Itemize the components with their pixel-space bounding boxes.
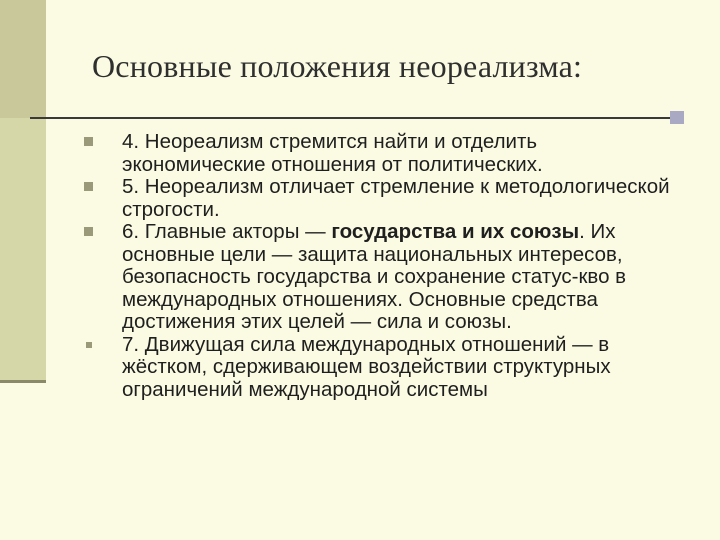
- title-divider: [30, 117, 670, 119]
- bullet-text: 7. Движущая сила международных отношений — в жёстком, сдерживающем воздействии структурных ограничений международной системы: [122, 332, 611, 401]
- bullet-text-before: 6. Главные акторы —: [122, 220, 332, 243]
- square-bullet-icon: [84, 182, 93, 191]
- title-divider-accent: [670, 111, 684, 124]
- square-bullet-icon: [84, 227, 93, 236]
- bullet-text: 4. Неореализм стремится найти и отделить экономические отношения от политических.: [122, 130, 543, 176]
- bullet-item-7: [84, 334, 684, 402]
- slide-title: Основные положения неореализма:: [92, 48, 583, 84]
- bullet-list: [84, 131, 684, 401]
- square-bullet-icon: [84, 137, 93, 146]
- bullet-item-4: [84, 131, 684, 176]
- bullet-text-after: . Их основные цели — защита национальных интересов, безопасность государства и сохранение статус-кво в международных отношениях. Основные средства достижения этих целей — сила и союзы.: [122, 220, 627, 333]
- bullet-item-5: [84, 176, 684, 221]
- left-decor-band-bottom: [0, 118, 46, 382]
- left-decor-band-top: [0, 0, 46, 118]
- bullet-item-6: [84, 221, 684, 334]
- bullet-text-bold: государства и их союзы: [331, 220, 580, 243]
- bullet-text: 5. Неореализм отличает стремление к методологической строгости.: [122, 175, 670, 221]
- small-square-bullet-icon: [86, 342, 92, 348]
- left-decor-divider: [0, 380, 46, 383]
